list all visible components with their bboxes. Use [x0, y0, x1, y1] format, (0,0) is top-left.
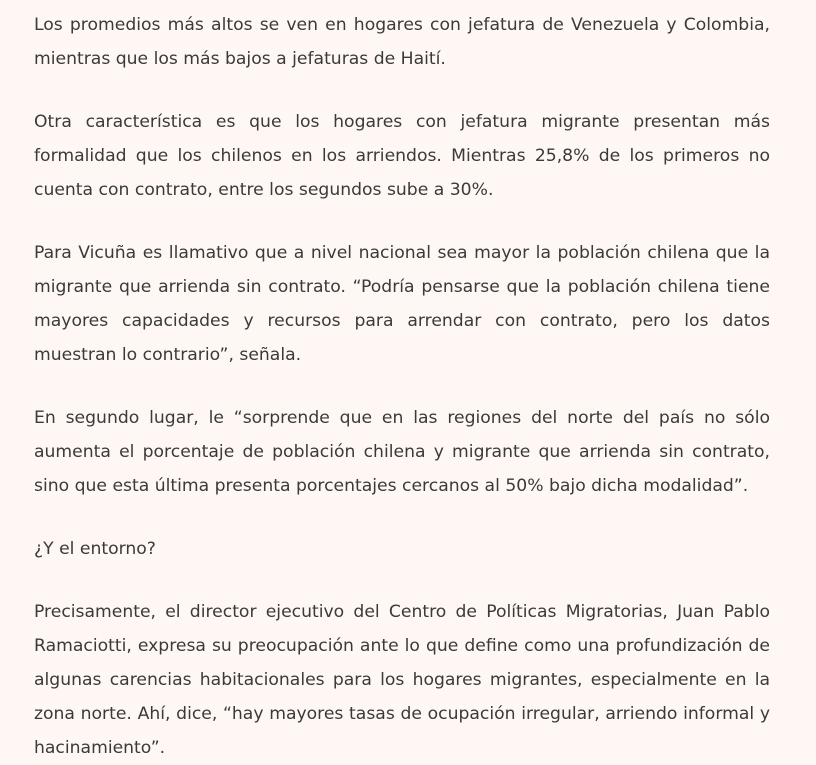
- paragraph-vicuna: Para Vicuña es llamativo que a nivel nacional sea mayor la población chilena que la migrante que arrienda sin contrato. “Podría pensarse que la población chilena tiene mayores capacidades y recursos para arrendar con contrato, pero los datos muestran lo contrario”, señala.: [34, 243, 770, 365]
- paragraph-regiones-norte: En segundo lugar, le “sorprende que en las regiones del norte del país no sólo aumenta el porcentaje de población chilena y migrante que arrienda sin contrato, sino que esta última presenta porcentajes cercanos al 50% bajo dicha modalidad”.: [34, 408, 770, 496]
- paragraph-ramaciotti: Precisamente, el director ejecutivo del Centro de Políticas Migratorias, Juan Pablo Ramaciotti, expresa su preocupación ante lo que define como una profundización de algunas carencias habitacionales para los hogares migrantes, especialmente en la zona norte. Ahí, dice, “hay mayores tasas de ocupación irregular, arriendo informal y hacinamiento”.: [34, 602, 770, 758]
- paragraph-formalidad: Otra característica es que los hogares con jefatura migrante presentan más formalidad que los chilenos en los arriendos. Mientras 25,8% de los primeros no cuenta con contrato, entre los segundos sube a 30%.: [34, 112, 770, 200]
- paragraph-promedios: Los promedios más altos se ven en hogares con jefatura de Venezuela y Colombia, mientras que los más bajos a jefaturas de Haití.: [34, 15, 770, 69]
- section-subheading: ¿Y el entorno?: [34, 539, 156, 559]
